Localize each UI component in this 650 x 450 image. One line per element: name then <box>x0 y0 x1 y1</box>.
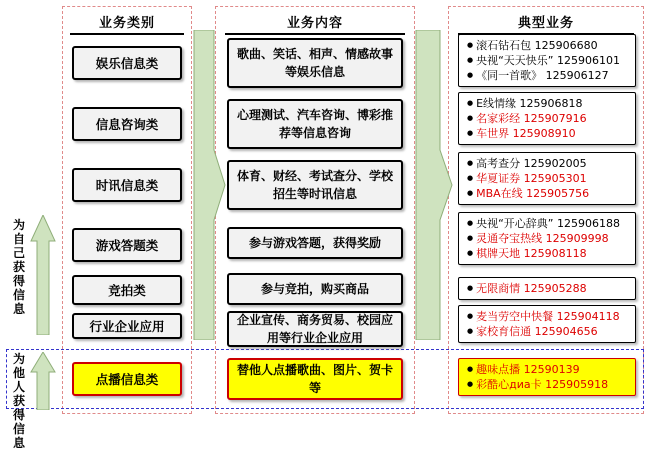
typical-line: ● 趣味点播 12590139 <box>465 362 631 377</box>
category-box-label: 点播信息类 <box>95 372 159 387</box>
typical-line: ● 家校育信通 125904656 <box>465 324 631 339</box>
content-box-ondemand[interactable] <box>227 358 403 400</box>
typical-line: ● 滚石钻石包 125906680 <box>465 38 631 53</box>
category-box-entertainment[interactable] <box>72 46 182 80</box>
category-box-news[interactable] <box>72 168 182 202</box>
category-box-game-quiz[interactable] <box>72 228 182 262</box>
typical-line: ● 名家彩经 125907916 <box>465 111 631 126</box>
category-box-label: 娱乐信息类 <box>95 56 159 71</box>
content-box-consulting[interactable] <box>227 99 403 149</box>
side-label-other: 为他人获得信息 <box>12 352 25 450</box>
category-box-label: 游戏答题类 <box>95 238 159 253</box>
typical-line: ● 麦当劳空中快餐 125904118 <box>465 309 631 324</box>
typical-line: ● 《同一首歌》 125906127 <box>465 68 631 83</box>
category-column-header <box>70 12 184 35</box>
category-box-label: 信息咨询类 <box>95 117 159 132</box>
content-box-enterprise[interactable] <box>227 311 403 347</box>
typical-line: ● E线情缘 125906818 <box>465 96 631 111</box>
content-column-header <box>225 12 405 35</box>
typical-box-enterprise[interactable] <box>458 305 636 343</box>
typical-line: ● 灵通夺宝热线 125909998 <box>465 231 631 246</box>
typical-line: ● 华夏证券 125905301 <box>465 171 631 186</box>
typical-line: ● 央视“天天快乐” 125906101 <box>465 53 631 68</box>
green-arrow-content-to-typical <box>414 30 454 340</box>
content-box-label: 替他人点播歌曲、图片、贺卡等 <box>236 363 393 395</box>
typical-box-consulting[interactable] <box>458 92 636 145</box>
category-box-enterprise[interactable] <box>72 313 182 339</box>
typical-line: ● 高考查分 125902005 <box>465 156 631 171</box>
green-arrow-category-to-content <box>192 30 226 340</box>
category-box-consulting[interactable] <box>72 107 182 141</box>
content-column-header-text: 业务内容 <box>225 12 405 35</box>
category-box-label: 行业企业应用 <box>89 319 165 334</box>
typical-line: ● 车世界 125908910 <box>465 126 631 141</box>
typical-column-header-text: 典型业务 <box>458 12 634 35</box>
typical-column-header <box>458 12 634 35</box>
content-box-news[interactable] <box>227 160 403 210</box>
green-arrow-other-up <box>30 352 56 410</box>
content-box-label: 参与竞拍，购买商品 <box>260 282 369 296</box>
content-box-entertainment[interactable] <box>227 38 403 88</box>
typical-box-auction[interactable] <box>458 277 636 300</box>
content-box-label: 企业宣传、商务贸易、校园应用等行业企业应用 <box>236 313 393 345</box>
category-box-auction[interactable] <box>72 275 182 305</box>
content-box-label: 体育、财经、考试查分、学校招生等时讯信息 <box>236 169 393 201</box>
category-box-label: 时讯信息类 <box>95 178 159 193</box>
typical-line: ● 棋牌天地 125908118 <box>465 246 631 261</box>
typical-line: ● 央视“开心辞典” 125906188 <box>465 216 631 231</box>
typical-line: ● MBA在线 125905756 <box>465 186 631 201</box>
typical-line: ● 彩酷心диа卡 125905918 <box>465 377 631 392</box>
green-arrow-self-up <box>30 215 56 335</box>
content-box-auction[interactable] <box>227 273 403 305</box>
typical-box-ondemand[interactable] <box>458 358 636 396</box>
content-box-label: 心理测试、汽车咨询、博彩推荐等信息咨询 <box>236 108 393 140</box>
side-label-self: 为自己获得信息 <box>12 218 25 316</box>
content-box-label: 歌曲、笑话、相声、情感故事等娱乐信息 <box>236 47 393 79</box>
content-box-label: 参与游戏答题，获得奖励 <box>248 236 381 250</box>
category-column-header-text: 业务类别 <box>70 12 184 35</box>
typical-box-news[interactable] <box>458 152 636 205</box>
typical-line: ● 无限商情 125905288 <box>465 281 631 296</box>
category-box-ondemand[interactable] <box>72 362 182 396</box>
category-box-label: 竞拍类 <box>108 283 146 298</box>
typical-box-game-quiz[interactable] <box>458 212 636 265</box>
content-box-game-quiz[interactable] <box>227 227 403 259</box>
typical-box-entertainment[interactable] <box>458 34 636 87</box>
